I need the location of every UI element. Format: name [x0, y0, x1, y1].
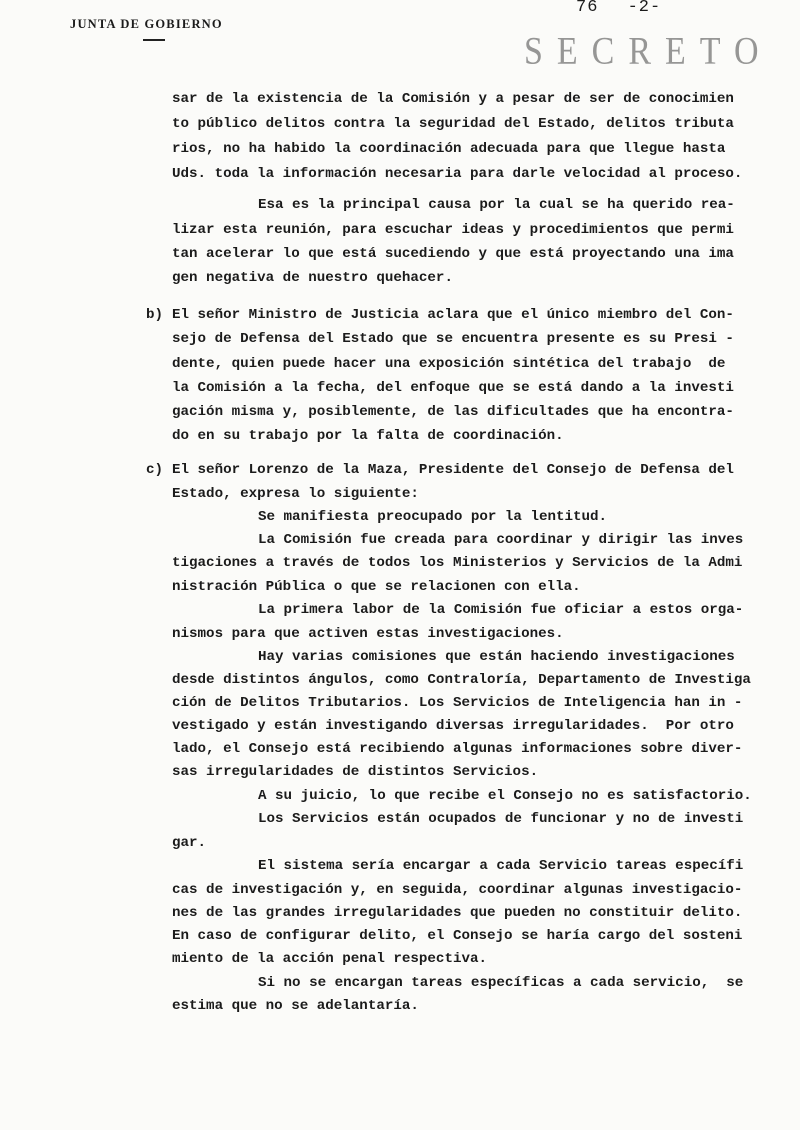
text-line: tan acelerar lo que está sucediendo y que está proyectando una ima — [172, 246, 734, 262]
text-line: tigaciones a través de todos los Ministerios y Servicios de la Admi — [172, 555, 743, 571]
text-line: sar de la existencia de la Comisión y a pesar de ser de conocimien — [172, 91, 734, 107]
folio-number: 76 — [576, 0, 599, 17]
text-line: la Comisión a la fecha, del enfoque que se está dando a la investi — [172, 380, 734, 396]
text-line: gación misma y, posiblemente, de las dificultades que ha encontra- — [172, 404, 734, 420]
text-line: A su juicio, lo que recibe el Consejo no es satisfactorio. — [258, 788, 752, 804]
text-line: Hay varias comisiones que están haciendo investigaciones — [258, 649, 735, 665]
text-line: Estado, expresa lo siguiente: — [172, 486, 419, 502]
text-line: El sistema sería encargar a cada Servicio tareas específi — [258, 858, 744, 874]
text-line: Si no se encargan tareas específicas a cada servicio, se — [258, 975, 744, 991]
text-line: do en su trabajo por la falta de coordinación. — [172, 428, 564, 444]
secret-stamp: SECRETO — [524, 30, 773, 73]
text-line: La primera labor de la Comisión fue oficiar a estos orga- — [258, 602, 744, 618]
text-line: nes de las grandes irregularidades que pueden no constituir delito. — [172, 905, 743, 921]
text-line: nismos para que activen estas investigaciones. — [172, 626, 564, 642]
text-line: Uds. toda la información necesaria para darle velocidad al proceso. — [172, 166, 743, 182]
text-line: desde distintos ángulos, como Contraloría, Departamento de Investiga — [172, 672, 751, 688]
text-line: Los Servicios están ocupados de funcionar y no de investi — [258, 811, 744, 827]
text-line: El señor Lorenzo de la Maza, Presidente del Consejo de Defensa del — [172, 462, 734, 478]
text-line: gen negativa de nuestro quehacer. — [172, 270, 453, 286]
text-line: El señor Ministro de Justicia aclara que el único miembro del Con- — [172, 307, 734, 323]
text-line: Se manifiesta preocupado por la lentitud. — [258, 509, 608, 525]
text-line: to público delitos contra la seguridad del Estado, delitos tributa — [172, 116, 734, 132]
letterhead-title: JUNTA DE GOBIERNO — [70, 17, 223, 31]
letterhead-rule — [143, 39, 165, 41]
page-number: -2- — [627, 0, 662, 17]
page-folio — [576, 0, 661, 17]
text-line: vestigado y están investigando diversas irregularidades. Por otro — [172, 718, 734, 734]
text-line: rios, no ha habido la coordinación adecuada para que llegue hasta — [172, 141, 726, 157]
text-line: dente, quien puede hacer una exposición sintética del trabajo de — [172, 356, 726, 372]
text-line: ción de Delitos Tributarios. Los Servicios de Inteligencia han in - — [172, 695, 743, 711]
text-line: La Comisión fue creada para coordinar y dirigir las inves — [258, 532, 744, 548]
text-line: gar. — [172, 835, 207, 851]
text-line: lado, el Consejo está recibiendo algunas informaciones sobre diver- — [172, 741, 743, 757]
text-line: cas de investigación y, en seguida, coordinar algunas investigacio- — [172, 882, 743, 898]
text-line: miento de la acción penal respectiva. — [172, 951, 488, 967]
item-marker-c: c) — [146, 462, 164, 478]
text-line: lizar esta reunión, para escuchar ideas y procedimientos que permi — [172, 222, 734, 238]
text-line: nistración Pública o que se relacionen con ella. — [172, 579, 581, 595]
text-line: Esa es la principal causa por la cual se ha querido rea- — [258, 197, 735, 213]
text-line: sas irregularidades de distintos Servicios. — [172, 764, 539, 780]
text-line: En caso de configurar delito, el Consejo se haría cargo del sosteni — [172, 928, 743, 944]
item-marker-b: b) — [146, 307, 164, 323]
text-line: sejo de Defensa del Estado que se encuentra presente es su Presi - — [172, 331, 734, 347]
text-line: estima que no se adelantaría. — [172, 998, 419, 1014]
